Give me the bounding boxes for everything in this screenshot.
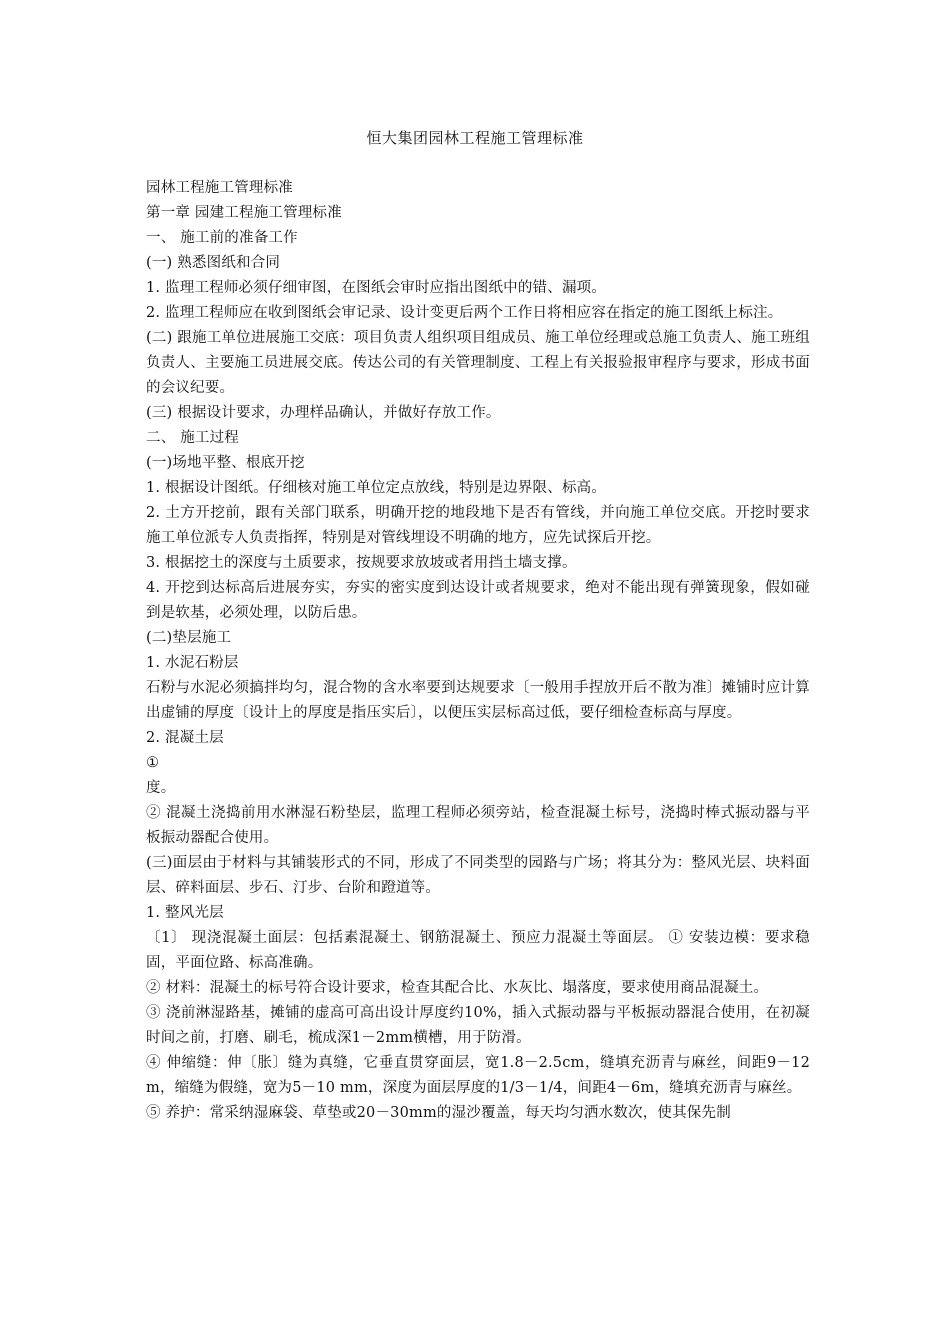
subsection-heading: (一) 熟悉图纸和合同	[146, 255, 281, 271]
paragraph: (三)面层由于材料与其铺装形式的不同，形成了不同类型的园路与广场；将其分为：整风光层、块料面层、碎料面层、步石、汀步、台阶和蹬道等。	[146, 855, 810, 896]
paragraph: 度。	[146, 780, 176, 796]
paragraph: 〔1〕 现浇混凝土面层：包括素混凝土、钢筋混凝土、预应力混凝土等面层。 ① 安装边模：要求稳固，平面位路、标高准确。	[146, 930, 810, 971]
paragraph: (二) 跟施工单位进展施工交底：项目负责人组织项目组成员、施工单位经理或总施工负责人、施工班组负责人、主要施工员进展交底。传达公司的有关管理制度、工程上有关报验报审程序与要求，形成书面的会议纪要。	[146, 330, 810, 396]
subsection-heading: (一)场地平整、根底开挖	[146, 455, 305, 471]
paragraph: ①	[146, 755, 160, 771]
paragraph: 2. 土方开挖前，跟有关部门联系，明确开挖的地段地下是否有管线，并向施工单位交底。开挖时要求施工单位派专人负责指挥，特别是对管线埋设不明确的地方，应先试探后开挖。	[146, 505, 810, 546]
section-heading: 园林工程施工管理标准	[146, 180, 293, 196]
paragraph: 1. 根据设计图纸。仔细核对施工单位定点放线，特别是边界限、标高。	[146, 480, 607, 496]
paragraph: 3. 根据挖土的深度与土质要求，按规要求放坡或者用挡土墙支撑。	[146, 555, 577, 571]
paragraph: 1. 监理工程师必须仔细审图，在图纸会审时应指出图纸中的错、漏项。	[146, 280, 607, 296]
chapter-heading: 第一章 园建工程施工管理标准	[146, 205, 342, 221]
paragraph: ② 混凝土浇捣前用水淋湿石粉垫层，监理工程师必须旁站，检查混凝土标号，浇捣时棒式振动器与平板振动器配合使用。	[146, 805, 810, 846]
section-heading: 二、 施工过程	[146, 430, 240, 446]
document-body	[146, 176, 810, 1126]
paragraph: 2. 监理工程师应在收到图纸会审记录、设计变更后两个工作日将相应容在指定的施工图纸上标注。	[146, 305, 783, 321]
subsection-heading: (二)垫层施工	[146, 630, 232, 646]
paragraph: (三) 根据设计要求，办理样品确认，并做好存放工作。	[146, 405, 501, 421]
paragraph: ③ 浇前淋湿路基，摊铺的虚高可高出设计厚度约10%，插入式振动器与平板振动器混合使用，在初凝时间之前，打磨、刷毛，梳成深1－2mm横槽，用于防滑。	[146, 1005, 810, 1046]
paragraph: ④ 伸缩缝：伸〔胀〕缝为真缝，它垂直贯穿面层，宽1.8－2.5cm，缝填充沥青与麻丝，间距9－12m，缩缝为假缝，宽为5－10 mm，深度为面层厚度的1/3－1/4，间距4－6m，缝填充沥青与麻丝。	[146, 1055, 810, 1096]
item-heading: 1. 水泥石粉层	[146, 655, 239, 671]
paragraph: ⑤ 养护：常采纳湿麻袋、草垫或20－30mm的湿沙覆盖，每天均匀洒水数次，使其保先制	[146, 1105, 731, 1121]
section-heading: 一、 施工前的准备工作	[146, 230, 298, 246]
paragraph: ② 材料：混凝土的标号符合设计要求，检查其配合比、水灰比、塌落度，要求使用商品混凝土。	[146, 980, 769, 996]
document-title: 恒大集团园林工程施工管理标准	[366, 129, 584, 147]
paragraph: 石粉与水泥必须搞拌均匀，混合物的含水率要到达规要求〔一般用手捏放开后不散为准〕摊铺时应计算出虚铺的厚度〔设计上的厚度是指压实后〕，以便压实层标高过低，要仔细检查标高与厚度。	[146, 680, 810, 721]
item-heading: 1. 整风光层	[146, 905, 224, 921]
item-heading: 2. 混凝土层	[146, 730, 224, 746]
paragraph: 4. 开挖到达标高后进展夯实，夯实的密实度到达设计或者规要求，绝对不能出现有弹簧现象，假如碰到是软基，必须处理，以防后患。	[146, 580, 810, 621]
